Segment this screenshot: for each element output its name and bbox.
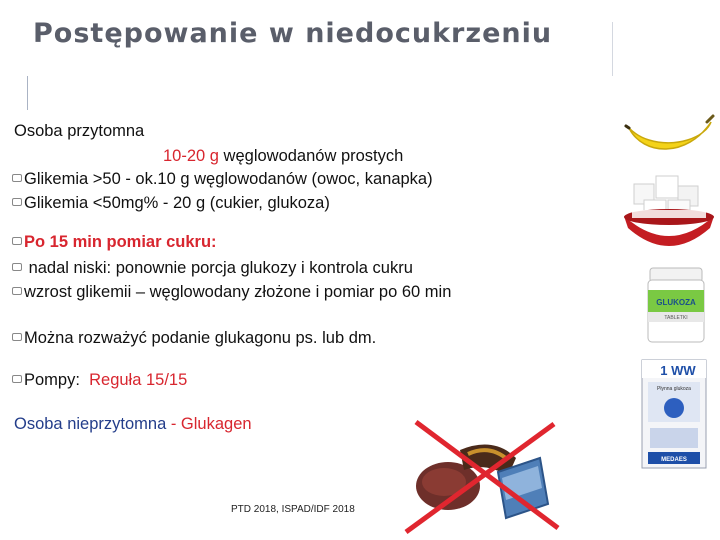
bullet-item: [12, 233, 217, 252]
pumps-label: Pompy:: [24, 371, 80, 389]
bullet-icon: [12, 287, 22, 295]
bullet-item: [12, 170, 433, 189]
bullet-text: Glikemia >50 - ok.10 g węglowodanów (owoc, kanapka): [24, 170, 433, 188]
glucose-box-label: Płynna glukoza: [657, 386, 691, 392]
food-crossed-image: [398, 418, 568, 540]
bullet-icon: [12, 263, 22, 271]
bullet-icon: [12, 237, 22, 245]
glucose-box-brand: 1 WW: [660, 363, 696, 378]
sugar-bowl-image: [620, 172, 718, 252]
bullet-text: Glikemia <50mg% - 20 g (cukier, glukoza): [24, 194, 330, 212]
glucose-jar-label: GLUKOZA: [656, 298, 696, 307]
bullet-item: [12, 371, 187, 390]
bullet-text: Można rozważyć podanie glukagonu ps. lub dm.: [24, 329, 377, 347]
glucose-jar-image: [646, 266, 706, 346]
footer-source: PTD 2018, ISPAD/IDF 2018: [231, 504, 355, 515]
bullet-icon: [12, 375, 22, 383]
bullet-item: [12, 259, 413, 278]
bullet-item: [12, 329, 376, 348]
glucose-box-image: [640, 358, 708, 470]
bullet-text: wzrost glikemii – węglowodany złożone i pomiar po 60 min: [24, 283, 452, 301]
bullet-item: [12, 194, 330, 213]
glucose-jar-sublabel: TABLETKI: [664, 315, 688, 321]
carbs-line: [163, 147, 403, 166]
decorative-line: [27, 76, 28, 110]
conscious-heading: Osoba przytomna: [14, 122, 145, 140]
carbs-amount: 10-20 g: [163, 147, 219, 165]
unconscious-line: [14, 415, 252, 434]
bullet-item: [12, 283, 451, 302]
bullet-icon: [12, 174, 22, 182]
pumps-rule: Reguła 15/15: [89, 371, 188, 389]
bullet-icon: [12, 333, 22, 341]
bullet-text: nadal niski: ponownie porcja glukozy i kontrola cukru: [24, 259, 413, 277]
glucose-box-maker: MEDAES: [661, 457, 687, 463]
unconscious-rest: - Glukagen: [166, 415, 252, 433]
bullet-text: Po 15 min pomiar cukru:: [24, 233, 217, 251]
carbs-rest: węglowodanów prostych: [218, 147, 404, 165]
banana-image: [623, 112, 717, 162]
unconscious-label: Osoba nieprzytomna: [14, 415, 167, 433]
bullet-icon: [12, 198, 22, 206]
decorative-line: [612, 22, 613, 76]
slide-title: Postępowanie w niedocukrzeniu: [33, 18, 553, 49]
